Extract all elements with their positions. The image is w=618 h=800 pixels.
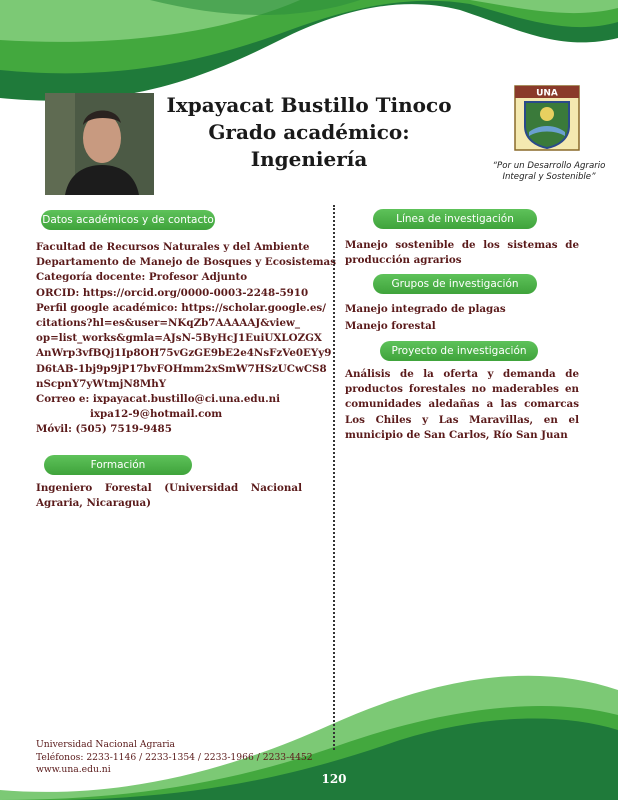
orcid-link[interactable]: ORCID: https://orcid.org/0000-0003-2248-5910 bbox=[36, 286, 309, 299]
research-groups-pill: Grupos de investigación bbox=[373, 274, 537, 294]
university-logo bbox=[513, 84, 581, 152]
scholar-link-line-3[interactable]: op=list_works&gmla=AJsN-5ByHcJ1EuiUXLOZGX bbox=[36, 332, 322, 345]
research-line-details bbox=[345, 238, 579, 268]
research-project-pill: Proyecto de investigación bbox=[380, 341, 538, 361]
contact-section-pill: Datos académicos y de contacto bbox=[41, 210, 215, 230]
motto-line-2: Integral y Sostenible” bbox=[502, 172, 596, 182]
footer-phones: Teléfonos: 2233-1146 / 2233-1354 / 2233-1966 / 2233-4452 bbox=[36, 751, 313, 763]
motto-line-1: “Por un Desarrollo Agrario bbox=[492, 161, 606, 171]
footer-website[interactable]: www.una.edu.ni bbox=[36, 764, 111, 775]
formation-details bbox=[36, 481, 302, 511]
research-group-item: Manejo forestal bbox=[345, 320, 436, 332]
research-project-details bbox=[345, 367, 579, 443]
phone-text: Móvil: (505) 7519-9485 bbox=[36, 423, 172, 436]
university-motto bbox=[490, 161, 608, 183]
research-line-text: Manejo sostenible de los sistemas de producción agrarios bbox=[345, 239, 579, 267]
footer-contact bbox=[36, 739, 316, 777]
person-header bbox=[150, 92, 468, 173]
scholar-link-line-4[interactable]: AnWrp3vfBQj1Ip8OH75vGzGE9bE2e4NsFzVe0EYy9 bbox=[36, 347, 332, 360]
research-project-text: Análisis de la oferta y demanda de productos forestales no maderables en comunidades aledañas a las comarcas Los Chiles y Las Maravillas, en el municipio de San Carlos, Río San Juan bbox=[345, 368, 579, 441]
department-text: Departamento de Manejo de Bosques y Ecosistemas bbox=[36, 256, 337, 269]
research-group-item: Manejo integrado de plagas bbox=[345, 303, 506, 315]
contact-details bbox=[36, 240, 337, 438]
column-divider bbox=[333, 205, 335, 750]
scholar-link-line-2[interactable]: citations?hl=es&user=NKqZb7AAAAAJ&view_ bbox=[36, 317, 301, 330]
footer-university: Universidad Nacional Agraria bbox=[36, 739, 176, 750]
svg-text:UNA: UNA bbox=[536, 88, 558, 99]
academic-degree: Grado académico: Ingeniería bbox=[208, 120, 410, 171]
email-secondary[interactable]: ixpa12-9@hotmail.com bbox=[90, 408, 223, 421]
formation-text: Ingeniero Forestal (Universidad Nacional Agraria, Nicaragua) bbox=[36, 482, 302, 510]
research-groups-list bbox=[345, 301, 579, 335]
faculty-text: Facultad de Recursos Naturales y del Ambiente bbox=[36, 241, 310, 253]
email-primary[interactable]: Correo e: ixpayacat.bustillo@ci.una.edu.ni bbox=[36, 393, 281, 406]
profile-photo bbox=[45, 93, 154, 195]
research-line-pill: Línea de investigación bbox=[373, 209, 537, 229]
category-text: Categoría docente: Profesor Adjunto bbox=[36, 271, 248, 284]
page-number: 120 bbox=[321, 772, 347, 786]
person-name: Ixpayacat Bustillo Tinoco bbox=[166, 93, 452, 117]
scholar-link-line-6[interactable]: nScpnY7yWtmjN8MhY bbox=[36, 377, 167, 390]
scholar-link-line-1[interactable]: Perfil google académico: https://scholar.google.es/ bbox=[36, 301, 326, 314]
formation-section-pill: Formación bbox=[44, 455, 192, 475]
scholar-link-line-5[interactable]: D6tAB-1bj9p9jP17bvFOHmm2xSmW7HSzUCwCS8 bbox=[36, 362, 327, 375]
